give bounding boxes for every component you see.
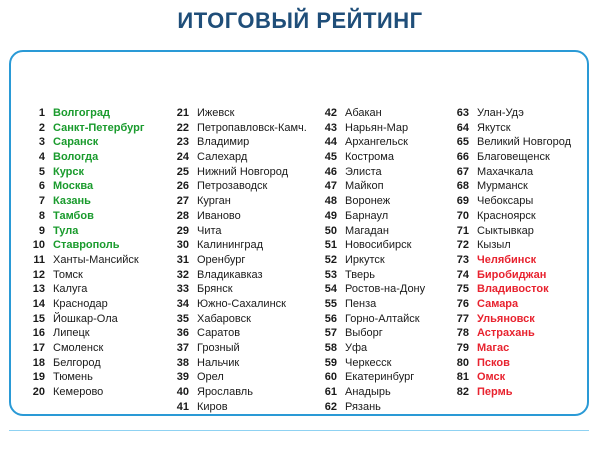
ranking-row: [307, 312, 425, 327]
rank-number: 9: [38, 224, 45, 237]
ranking-row: [439, 282, 571, 297]
city-name: Великий Новгород: [477, 136, 572, 149]
rank-number: 61: [324, 386, 337, 399]
rank-number: 6: [38, 180, 45, 193]
city-name: Архангельск: [345, 136, 408, 149]
ranking-row: [159, 224, 307, 239]
ranking-row: [439, 238, 571, 253]
city-name: Магадан: [345, 224, 389, 237]
city-name: Майкоп: [345, 180, 384, 193]
rank-number: 44: [324, 136, 337, 149]
rank-number: 19: [32, 371, 45, 384]
city-name: Барнаул: [345, 209, 389, 222]
rank-number: 26: [176, 180, 189, 193]
rank-number: 36: [176, 327, 189, 340]
ranking-row: [439, 224, 571, 239]
ranking-column-2: [159, 106, 307, 414]
rank-number: 18: [32, 356, 45, 369]
ranking-row: [159, 194, 307, 209]
city-name: Тюмень: [53, 371, 93, 384]
city-name: Выборг: [345, 327, 383, 340]
ranking-row: [439, 194, 571, 209]
ranking-row: [439, 268, 571, 283]
ranking-row: [159, 165, 307, 180]
city-name: Белгород: [53, 356, 101, 369]
city-name: Йошкар-Ола: [53, 312, 118, 325]
rank-number: 75: [456, 283, 469, 296]
rank-number: 77: [456, 312, 469, 325]
ranking-row: [439, 341, 571, 356]
city-name: Рязань: [345, 400, 381, 413]
rank-number: 54: [324, 283, 337, 296]
rank-number: 71: [456, 224, 469, 237]
rank-number: 35: [176, 312, 189, 325]
city-name: Хабаровск: [197, 312, 251, 325]
city-name: Красноярск: [477, 209, 536, 222]
city-name: Санкт-Петербург: [53, 121, 145, 134]
rank-number: 48: [324, 195, 337, 208]
city-name: Томск: [53, 268, 83, 281]
city-name: Кострома: [345, 151, 394, 164]
ranking-row: [439, 135, 571, 150]
ranking-row: [15, 297, 144, 312]
ranking-row: [159, 297, 307, 312]
city-name: Тверь: [345, 268, 375, 281]
page-title: ИТОГОВЫЙ РЕЙТИНГ: [177, 8, 423, 33]
ranking-row: [159, 312, 307, 327]
city-name: Грозный: [197, 342, 240, 354]
city-name: Ижевск: [197, 107, 235, 119]
rank-number: 27: [176, 195, 189, 208]
city-name: Петропавловск-Камч.: [197, 121, 307, 134]
divider-line: [9, 430, 589, 431]
rank-number: 16: [32, 327, 45, 340]
rank-number: 38: [176, 356, 189, 369]
ranking-row: [15, 194, 144, 209]
ranking-row: [439, 356, 571, 371]
city-name: Иркутск: [345, 253, 385, 266]
rank-number: 23: [176, 136, 189, 149]
ranking-row: [15, 150, 144, 165]
ranking-row: [15, 253, 144, 268]
city-name: Калуга: [53, 283, 88, 296]
ranking-row: [439, 370, 571, 385]
city-name: Махачкала: [477, 165, 534, 178]
city-name: Калининград: [197, 239, 264, 252]
city-name: Новосибирск: [345, 239, 412, 252]
city-name: Волгоград: [53, 107, 110, 119]
city-name: Краснодар: [53, 297, 108, 310]
city-name: Сыктывкар: [477, 224, 534, 237]
ranking-row: [15, 341, 144, 356]
city-name: Салехард: [197, 151, 248, 164]
ranking-row: [159, 179, 307, 194]
ranking-row: [307, 209, 425, 224]
city-name: Анадырь: [345, 386, 391, 399]
rank-number: 41: [176, 400, 189, 413]
city-name: Орел: [197, 371, 224, 384]
rank-number: 79: [456, 342, 469, 354]
ranking-row: [307, 282, 425, 297]
rank-number: 40: [176, 386, 189, 399]
ranking-row: [15, 106, 144, 121]
city-name: Нарьян-Мар: [345, 121, 409, 134]
rank-number: 56: [324, 312, 337, 325]
rank-number: 80: [456, 356, 469, 369]
city-name: Екатеринбург: [345, 371, 415, 384]
rank-number: 32: [176, 268, 189, 281]
ranking-row: [159, 400, 307, 415]
city-name: Ханты-Мансийск: [53, 253, 139, 266]
city-name: Якутск: [477, 121, 511, 134]
city-name: Кемерово: [53, 386, 104, 399]
ranking-column-4: [439, 106, 571, 400]
rank-number: 70: [456, 209, 469, 222]
rank-number: 43: [324, 121, 337, 134]
rank-number: 51: [324, 239, 337, 252]
city-name: Вологда: [53, 151, 99, 164]
rank-number: 78: [456, 327, 469, 340]
ranking-row: [307, 297, 425, 312]
city-name: Псков: [477, 356, 510, 369]
ranking-row: [307, 179, 425, 194]
rank-number: 59: [324, 356, 337, 369]
ranking-row: [15, 282, 144, 297]
rank-number: 21: [176, 107, 189, 119]
city-name: Биробиджан: [477, 268, 547, 281]
rank-number: 22: [176, 121, 189, 134]
rank-number: 57: [324, 327, 337, 340]
ranking-row: [439, 179, 571, 194]
rank-number: 58: [324, 342, 337, 354]
ranking-row: [159, 238, 307, 253]
ranking-row: [307, 341, 425, 356]
ranking-row: [159, 370, 307, 385]
rank-number: 45: [324, 151, 337, 164]
city-name: Тула: [53, 224, 79, 237]
ranking-row: [307, 370, 425, 385]
ranking-row: [15, 312, 144, 327]
ranking-row: [307, 268, 425, 283]
rank-number: 20: [32, 386, 45, 399]
ranking-panel: [9, 50, 589, 416]
ranking-row: [307, 224, 425, 239]
ranking-row: [15, 385, 144, 400]
rank-number: 25: [176, 165, 189, 178]
ranking-row: [439, 385, 571, 400]
city-name: Оренбург: [197, 253, 246, 266]
ranking-row: [307, 150, 425, 165]
rank-number: 52: [324, 253, 337, 266]
ranking-row: [15, 224, 144, 239]
ranking-row: [15, 179, 144, 194]
city-name: Брянск: [197, 283, 233, 296]
rank-number: 5: [38, 165, 45, 178]
ranking-row: [159, 253, 307, 268]
ranking-row: [307, 253, 425, 268]
rank-number: 37: [176, 342, 189, 354]
rank-number: 7: [38, 195, 45, 208]
city-name: Южно-Сахалинск: [197, 297, 286, 310]
rank-number: 65: [456, 136, 469, 149]
city-name: Горно-Алтайск: [345, 312, 420, 325]
city-name: Липецк: [53, 327, 90, 340]
rank-number: 8: [38, 209, 45, 222]
ranking-row: [439, 106, 571, 121]
ranking-row: [15, 238, 144, 253]
ranking-row: [15, 209, 144, 224]
ranking-row: [159, 106, 307, 121]
rank-number: 11: [33, 253, 45, 266]
ranking-row: [307, 356, 425, 371]
ranking-row: [439, 121, 571, 136]
rank-number: 30: [176, 239, 189, 252]
city-name: Мурманск: [477, 180, 528, 193]
rank-number: 72: [456, 239, 469, 252]
ranking-row: [307, 135, 425, 150]
city-name: Петрозаводск: [197, 180, 268, 193]
city-name: Иваново: [197, 209, 241, 222]
ranking-row: [439, 150, 571, 165]
ranking-row: [439, 253, 571, 268]
rank-number: 60: [324, 371, 337, 384]
rank-number: 1: [38, 107, 45, 119]
rank-number: 17: [32, 342, 45, 354]
rank-number: 34: [176, 297, 189, 310]
ranking-row: [15, 165, 144, 180]
city-name: Самара: [477, 297, 519, 310]
rank-number: 3: [38, 136, 45, 149]
city-name: Ярославль: [197, 386, 253, 399]
rank-number: 67: [456, 165, 469, 178]
ranking-row: [159, 326, 307, 341]
city-name: Казань: [53, 195, 91, 208]
city-name: Чебоксары: [477, 195, 534, 208]
rank-number: 62: [324, 400, 337, 413]
rank-number: 2: [38, 121, 45, 134]
rank-number: 29: [176, 224, 189, 237]
rank-number: 14: [32, 297, 45, 310]
rank-number: 68: [456, 180, 469, 193]
ranking-row: [307, 326, 425, 341]
ranking-row: [307, 400, 425, 415]
city-name: Чита: [197, 224, 222, 237]
city-name: Саранск: [53, 136, 99, 149]
rank-number: 55: [324, 297, 337, 310]
rank-number: 42: [324, 107, 337, 119]
city-name: Курск: [53, 165, 85, 178]
city-name: Пермь: [477, 386, 513, 399]
ranking-row: [15, 268, 144, 283]
city-name: Смоленск: [53, 342, 104, 354]
city-name: Владикавказ: [197, 268, 263, 281]
ranking-row: [307, 106, 425, 121]
ranking-row: [159, 268, 307, 283]
ranking-row: [15, 370, 144, 385]
rank-number: 63: [456, 107, 469, 119]
ranking-row: [15, 326, 144, 341]
ranking-row: [439, 209, 571, 224]
city-name: Астрахань: [477, 327, 535, 340]
ranking-row: [307, 385, 425, 400]
ranking-row: [15, 135, 144, 150]
city-name: Ульяновск: [477, 312, 535, 325]
ranking-row: [159, 341, 307, 356]
rank-number: 47: [324, 180, 337, 193]
ranking-row: [159, 385, 307, 400]
city-name: Магас: [477, 342, 510, 354]
ranking-column-3: [307, 106, 425, 414]
ranking-row: [159, 356, 307, 371]
rank-number: 13: [32, 283, 45, 296]
ranking-row: [159, 135, 307, 150]
city-name: Воронеж: [345, 195, 391, 208]
rank-number: 12: [32, 268, 45, 281]
rank-number: 28: [176, 209, 189, 222]
city-name: Курган: [197, 195, 231, 208]
city-name: Нижний Новгород: [197, 165, 289, 178]
city-name: Москва: [53, 180, 94, 193]
rank-number: 76: [456, 297, 469, 310]
ranking-column-1: [15, 106, 144, 400]
rank-number: 33: [176, 283, 189, 296]
rank-number: 73: [456, 253, 469, 266]
city-name: Саратов: [197, 327, 241, 340]
rank-number: 39: [176, 371, 189, 384]
ranking-row: [159, 282, 307, 297]
city-name: Уфа: [345, 342, 368, 354]
ranking-row: [439, 165, 571, 180]
city-name: Ставрополь: [53, 239, 120, 252]
ranking-row: [439, 312, 571, 327]
rank-number: 31: [176, 253, 189, 266]
ranking-row: [307, 165, 425, 180]
rank-number: 81: [456, 371, 469, 384]
ranking-row: [159, 150, 307, 165]
rank-number: 4: [38, 151, 45, 164]
rank-number: 10: [32, 239, 45, 252]
city-name: Киров: [197, 400, 228, 413]
rank-number: 66: [456, 151, 469, 164]
city-name: Пенза: [345, 297, 377, 310]
ranking-row: [159, 209, 307, 224]
rank-number: 24: [176, 151, 189, 164]
city-name: Благовещенск: [477, 151, 550, 164]
ranking-row: [159, 121, 307, 136]
city-name: Элиста: [345, 165, 382, 178]
ranking-row: [307, 194, 425, 209]
rank-number: 46: [324, 165, 337, 178]
rank-number: 15: [32, 312, 45, 325]
ranking-row: [15, 121, 144, 136]
rank-number: 69: [456, 195, 469, 208]
ranking-row: [15, 356, 144, 371]
rank-number: 53: [324, 268, 337, 281]
city-name: Абакан: [345, 107, 382, 119]
ranking-row: [439, 326, 571, 341]
city-name: Владивосток: [477, 283, 549, 296]
rank-number: 49: [324, 209, 337, 222]
city-name: Тамбов: [53, 209, 94, 222]
city-name: Нальчик: [197, 356, 240, 369]
rank-number: 82: [456, 386, 469, 399]
city-name: Черкесск: [345, 356, 392, 369]
ranking-row: [439, 297, 571, 312]
city-name: Омск: [477, 371, 506, 384]
city-name: Челябинск: [477, 253, 537, 266]
rank-number: 64: [456, 121, 469, 134]
city-name: Ростов-на-Дону: [345, 283, 426, 296]
city-name: Улан-Удэ: [477, 107, 524, 119]
city-name: Кызыл: [477, 239, 511, 252]
ranking-row: [307, 238, 425, 253]
rank-number: 50: [324, 224, 337, 237]
city-name: Владимир: [197, 136, 250, 149]
ranking-row: [307, 121, 425, 136]
rank-number: 74: [456, 268, 469, 281]
